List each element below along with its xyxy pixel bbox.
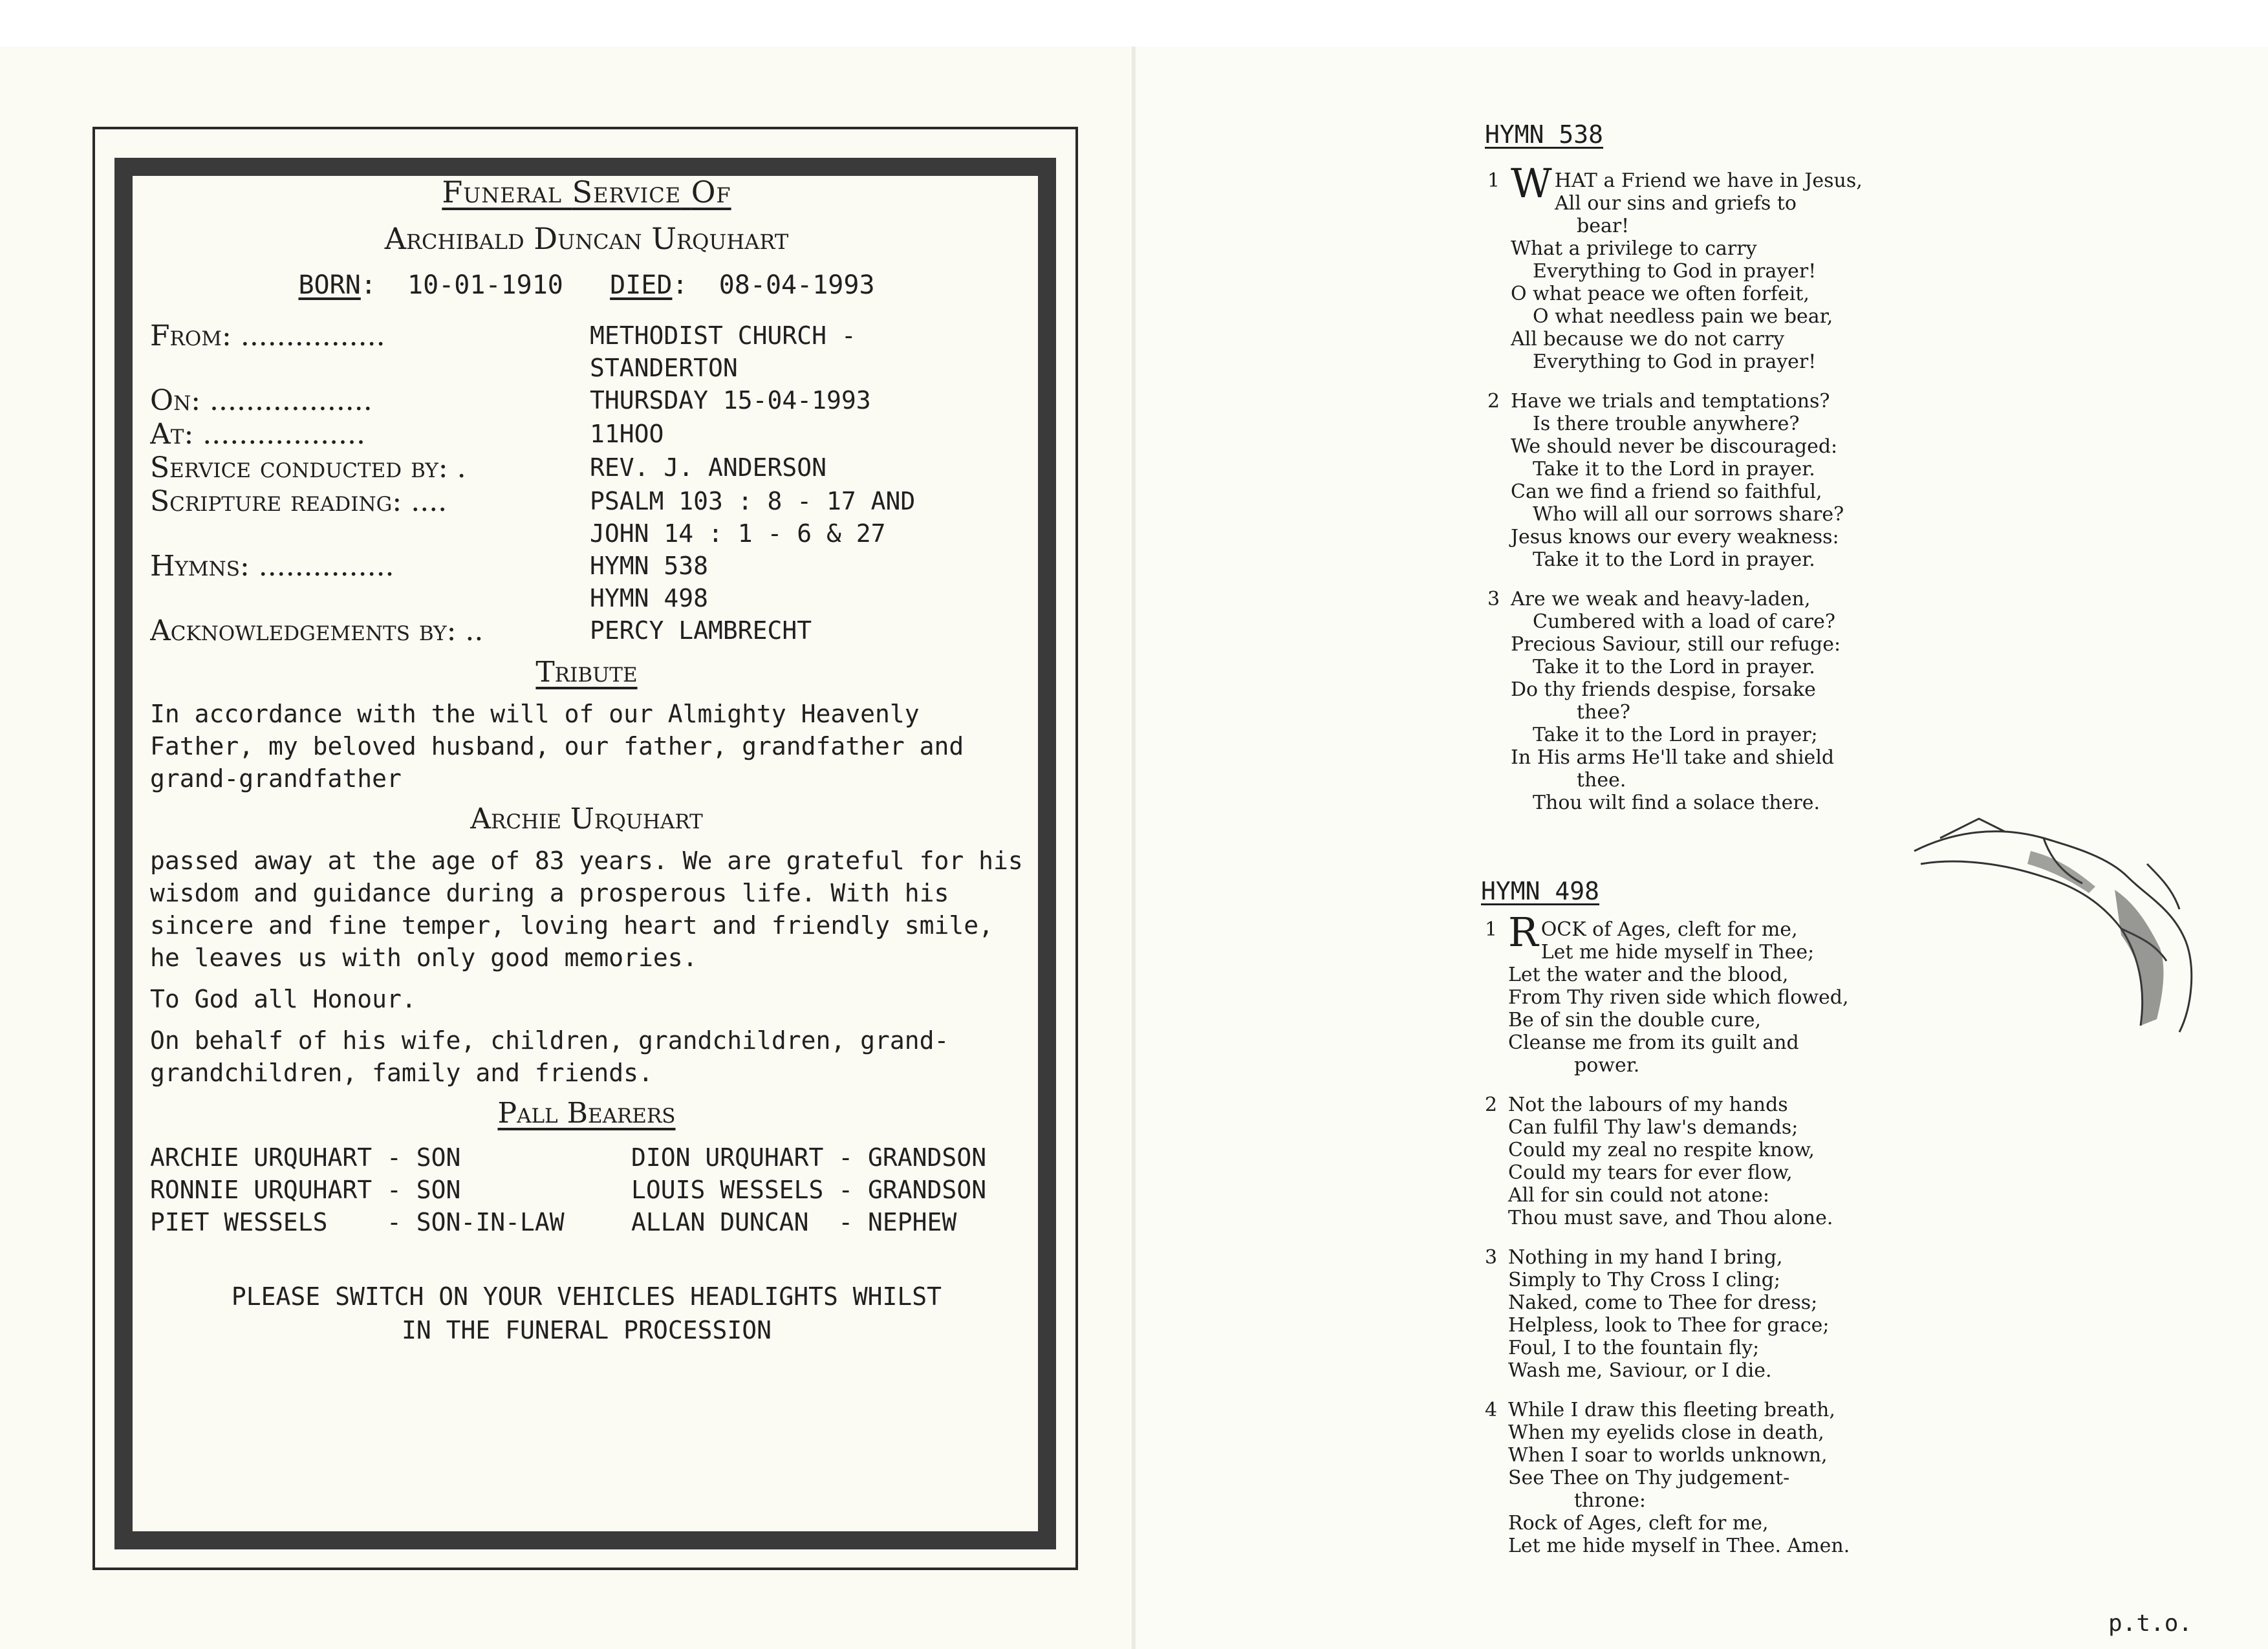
detail-row (150, 550, 1023, 614)
hymn-line (1511, 283, 1953, 305)
hymn-line-text: Rock of Ages, cleft for me, (1508, 1512, 1769, 1535)
hymn-line-text: See Thee on Thy judgement- (1508, 1467, 1790, 1489)
drop-cap: W (1511, 160, 1552, 207)
page-fold (1132, 47, 1136, 1649)
hymn-verse (1487, 588, 1953, 814)
hymn-line-text: What a privilege to carry (1511, 237, 1757, 260)
notice-line-1: PLEASE SWITCH ON YOUR VEHICLES HEADLIGHTS WHILST (231, 1282, 942, 1311)
hymn-line-text: Thou wilt find a solace there. (1533, 792, 1820, 814)
behalf-text: On behalf of his wife, children, grandchildren, grand-grandchildren, family and friends. (150, 1026, 949, 1087)
hymn-line-text: Can we find a friend so faithful, (1511, 480, 1822, 503)
detail-value (590, 384, 1023, 418)
hymn-line-text: Thou must save, and Thou alone. (1508, 1207, 1833, 1229)
hymn-line-text: Who will all our sorrows share? (1533, 503, 1844, 526)
hymn-verse (1485, 909, 1950, 1077)
tribute-text: In accordance with the will of our Almighty Heavenly Father, my beloved husband, our father, grandfather and grand-grandfather (150, 700, 964, 793)
notice-line-2: IN THE FUNERAL PROCESSION (402, 1316, 772, 1344)
hymn-line (1511, 480, 1953, 503)
detail-label: From: ................ (150, 319, 385, 352)
hymn-line (1511, 724, 1953, 746)
hymn-line (1508, 1269, 1950, 1291)
hymn-line (1508, 1359, 1950, 1382)
detail-value-line: PSALM 103 : 8 - 17 AND (590, 487, 916, 515)
hymn-line (1508, 1291, 1950, 1314)
hymn-line-text: Precious Saviour, still our refuge: (1511, 633, 1841, 656)
pall-bearers-list (150, 1141, 1023, 1238)
hymn-line-text: Be of sin the double cure, (1508, 1009, 1761, 1031)
hymn-line-text: Have we trials and temptations? (1511, 390, 1830, 413)
hymn-538-text (1487, 160, 1953, 831)
hymn-line-text: power. (1574, 1054, 1640, 1077)
detail-label: Acknowledgements by: .. (150, 614, 484, 647)
hymn-line (1511, 526, 1953, 548)
hymn-line-text: O what peace we often forfeit, (1511, 283, 1809, 305)
hymn-line-text: Do thy friends despise, forsake (1511, 678, 1816, 701)
verse-number: 2 (1487, 390, 1500, 413)
verse-number: 1 (1487, 169, 1500, 192)
detail-value-line: PERCY LAMBRECHT (590, 616, 812, 645)
detail-value (590, 485, 1023, 550)
detail-value-line: 11HOO (590, 420, 664, 448)
hymn-verse (1485, 1094, 1950, 1229)
hymn-line-text: Naked, come to Thee for dress; (1508, 1291, 1818, 1314)
hymn-line-text: Nothing in my hand I bring, (1508, 1246, 1783, 1269)
hymn-line (1508, 1161, 1950, 1184)
headlights-notice (150, 1280, 1023, 1347)
hymn-line (1511, 610, 1953, 633)
hymn-line-text: Could my tears for ever flow, (1508, 1161, 1793, 1184)
hymn-line-text: Is there trouble anywhere? (1533, 413, 1800, 435)
hymn-line-text: Helpless, look to Thee for grace; (1508, 1314, 1830, 1337)
hymn-498-title: HYMN 498 (1481, 877, 1600, 905)
hymn-line (1508, 1184, 1950, 1207)
detail-value (590, 550, 1023, 614)
hymn-line (1508, 1054, 1950, 1077)
hymn-line-text: Let me hide myself in Thee; (1540, 941, 1815, 964)
pall-bearer: PIET WESSELS - SON-IN-LAW (150, 1208, 565, 1236)
drop-cap: R (1508, 909, 1539, 956)
hymn-line-text: From Thy riven side which flowed, (1508, 986, 1849, 1009)
hymn-line (1511, 260, 1953, 283)
hymn-line (1511, 769, 1953, 792)
detail-value-line: METHODIST CHURCH - (590, 321, 856, 350)
hymn-line-text: In His arms He'll take and shield (1511, 746, 1835, 769)
hymn-line-text: All for sin could not atone: (1508, 1184, 1769, 1207)
hymn-line (1511, 746, 1953, 769)
hymn-498-text (1485, 909, 1950, 1574)
hymn-line (1508, 1535, 1950, 1557)
hymn-line (1511, 678, 1953, 701)
hymn-line-text: While I draw this fleeting breath, (1508, 1399, 1835, 1421)
hymn-line (1508, 1094, 1950, 1116)
detail-row (150, 451, 1023, 485)
hymn-line-text: When my eyelids close in death, (1508, 1421, 1824, 1444)
hymn-line (1508, 1116, 1950, 1139)
pall-bearer: ALLAN DUNCAN - NEPHEW (631, 1208, 957, 1236)
hymn-line (1511, 390, 1953, 413)
detail-row (150, 384, 1023, 418)
hymn-line (1508, 986, 1950, 1009)
detail-value-line: JOHN 14 : 1 - 6 & 27 (590, 519, 886, 548)
hymn-line-text: Let the water and the blood, (1508, 964, 1789, 986)
tribute-heading: Tribute (535, 656, 638, 689)
hymn-line (1508, 964, 1950, 986)
hymn-line (1511, 588, 1953, 610)
archie-heading: Archie Urquhart (470, 803, 703, 835)
detail-value (590, 614, 1023, 648)
hymn-line-text: Take it to the Lord in prayer. (1533, 548, 1815, 571)
hymn-line (1511, 350, 1953, 373)
hymn-line (1508, 1489, 1950, 1512)
passed-away-text: passed away at the age of 83 years. We are grateful for his wisdom and guidance during a prosperous life. With his sincere and fine temper, loving heart and friendly smile, he leaves us with only good memories. (150, 846, 1023, 972)
hymn-line (1511, 458, 1953, 480)
hymn-line-text: bear! (1577, 215, 1630, 237)
hymn-verse (1487, 390, 1953, 571)
hymn-line (1508, 1246, 1950, 1269)
hymn-line (1511, 548, 1953, 571)
please-turn-over: p.t.o. (2108, 1610, 2193, 1637)
title-word-2: Service (572, 175, 682, 210)
hymn-verse (1487, 160, 1953, 373)
verse-number: 4 (1485, 1399, 1498, 1421)
detail-row (150, 319, 1023, 384)
detail-row (150, 418, 1023, 451)
hymn-line-text: We should never be discouraged: (1511, 435, 1838, 458)
hymn-line-text: Not the labours of my hands (1508, 1094, 1788, 1116)
verse-number: 3 (1485, 1246, 1498, 1269)
detail-label: At: .................. (150, 418, 366, 451)
hymn-line (1508, 1467, 1950, 1489)
detail-value (590, 418, 1023, 451)
verse-number: 2 (1485, 1094, 1498, 1116)
hymn-line (1508, 941, 1950, 964)
hymn-line (1511, 633, 1953, 656)
pall-bearer: ARCHIE URQUHART - SON (150, 1143, 461, 1172)
hymn-line (1508, 1444, 1950, 1467)
heading-block (150, 175, 1023, 300)
detail-row (150, 614, 1023, 648)
hymn-line (1508, 1337, 1950, 1359)
verse-number: 3 (1487, 588, 1500, 610)
hymn-line-text: Let me hide myself in Thee. Amen. (1508, 1535, 1850, 1557)
detail-value-line: THURSDAY 15-04-1993 (590, 386, 871, 415)
hymn-line-text: Wash me, Saviour, or I die. (1508, 1359, 1772, 1382)
pall-bearer: RONNIE URQUHART - SON (150, 1176, 461, 1204)
hymn-line-text: Jesus knows our every weakness: (1511, 526, 1839, 548)
hymn-verse (1485, 1399, 1950, 1557)
hymn-line-text: Take it to the Lord in prayer; (1533, 724, 1818, 746)
hymn-verse (1485, 1246, 1950, 1382)
born-date: 10-01-1910 (407, 270, 563, 300)
hymn-line (1511, 435, 1953, 458)
hymn-line-text: Can fulfil Thy law's demands; (1508, 1116, 1798, 1139)
hymn-line-text: Cleanse me from its guilt and (1508, 1031, 1799, 1054)
detail-label: Scripture reading: .... (150, 485, 448, 518)
title-word-1: Funeral (442, 175, 563, 210)
hymn-line-text: Everything to God in prayer! (1533, 350, 1817, 373)
deceased-name: Archibald Duncan Urquhart (384, 221, 789, 256)
hymn-line (1511, 328, 1953, 350)
hymn-line (1508, 1314, 1950, 1337)
hymn-line (1511, 237, 1953, 260)
service-programme (150, 175, 1023, 1347)
detail-label: Hymns: ............... (150, 550, 394, 583)
hymn-line-text: Could my zeal no respite know, (1508, 1139, 1815, 1161)
hymn-line (1508, 1207, 1950, 1229)
hymn-line (1511, 413, 1953, 435)
hymn-line-text: Take it to the Lord in prayer. (1533, 458, 1815, 480)
detail-value-line: HYMN 538 (590, 552, 709, 580)
hymn-538-title: HYMN 538 (1485, 120, 1604, 149)
hymn-line-text: O what needless pain we bear, (1533, 305, 1833, 328)
service-details (150, 319, 1023, 648)
title-word-3: Of (691, 175, 731, 210)
detail-value (590, 319, 1023, 384)
hymn-line-text: Simply to Thy Cross I cling; (1508, 1269, 1781, 1291)
hymn-line (1511, 656, 1953, 678)
hymn-line-text: Cumbered with a load of care? (1533, 610, 1835, 633)
hymn-line (1508, 1421, 1950, 1444)
hymn-line-text: OCK of Ages, cleft for me, (1540, 918, 1798, 941)
verse-number: 1 (1485, 918, 1498, 941)
hymn-line (1511, 792, 1953, 814)
born-label: BORN (298, 270, 361, 300)
hymn-line-text: HAT a Friend we have in Jesus, (1554, 169, 1863, 192)
pall-bearers-heading: Pall Bearers (497, 1097, 676, 1130)
detail-label: Service conducted by: . (150, 451, 466, 484)
hymn-line (1511, 701, 1953, 724)
died-label: DIED (610, 270, 673, 300)
hymn-line (1511, 503, 1953, 526)
hymn-line (1508, 1009, 1950, 1031)
hymn-line-text: When I soar to worlds unknown, (1508, 1444, 1828, 1467)
detail-value (590, 451, 1023, 485)
hymn-line (1511, 215, 1953, 237)
hymn-line-text: All because we do not carry (1511, 328, 1785, 350)
pall-bearer: LOUIS WESSELS - GRANDSON (631, 1176, 987, 1204)
pall-bearer: DION URQUHART - GRANDSON (631, 1143, 987, 1172)
dates: BORN: 10-01-1910 DIED: 08-04-1993 (298, 270, 875, 300)
hymn-line-text: Everything to God in prayer! (1533, 260, 1817, 283)
hymn-line-text: Take it to the Lord in prayer. (1533, 656, 1815, 678)
hymn-line-text: All our sins and griefs to (1555, 192, 1797, 215)
detail-row (150, 485, 1023, 550)
hymn-line-text: thee? (1577, 701, 1630, 724)
detail-value-line: STANDERTON (590, 354, 738, 382)
hymn-line-text: throne: (1574, 1489, 1646, 1512)
hymn-line (1508, 1139, 1950, 1161)
hymn-line-text: Are we weak and heavy-laden, (1511, 588, 1811, 610)
hymn-line (1508, 1399, 1950, 1421)
hymn-line (1508, 1031, 1950, 1054)
hymn-line-text: Foul, I to the fountain fly; (1508, 1337, 1760, 1359)
detail-value-line: REV. J. ANDERSON (590, 453, 827, 482)
hymn-line (1511, 305, 1953, 328)
detail-label: On: .................. (150, 384, 373, 417)
hymn-line (1511, 192, 1953, 215)
service-title (150, 175, 1023, 210)
honour-text: To God all Honour. (150, 985, 416, 1013)
died-date: 08-04-1993 (718, 270, 875, 300)
hymn-line-text: thee. (1577, 769, 1626, 792)
hymn-line (1508, 1512, 1950, 1535)
detail-value-line: HYMN 498 (590, 584, 709, 612)
